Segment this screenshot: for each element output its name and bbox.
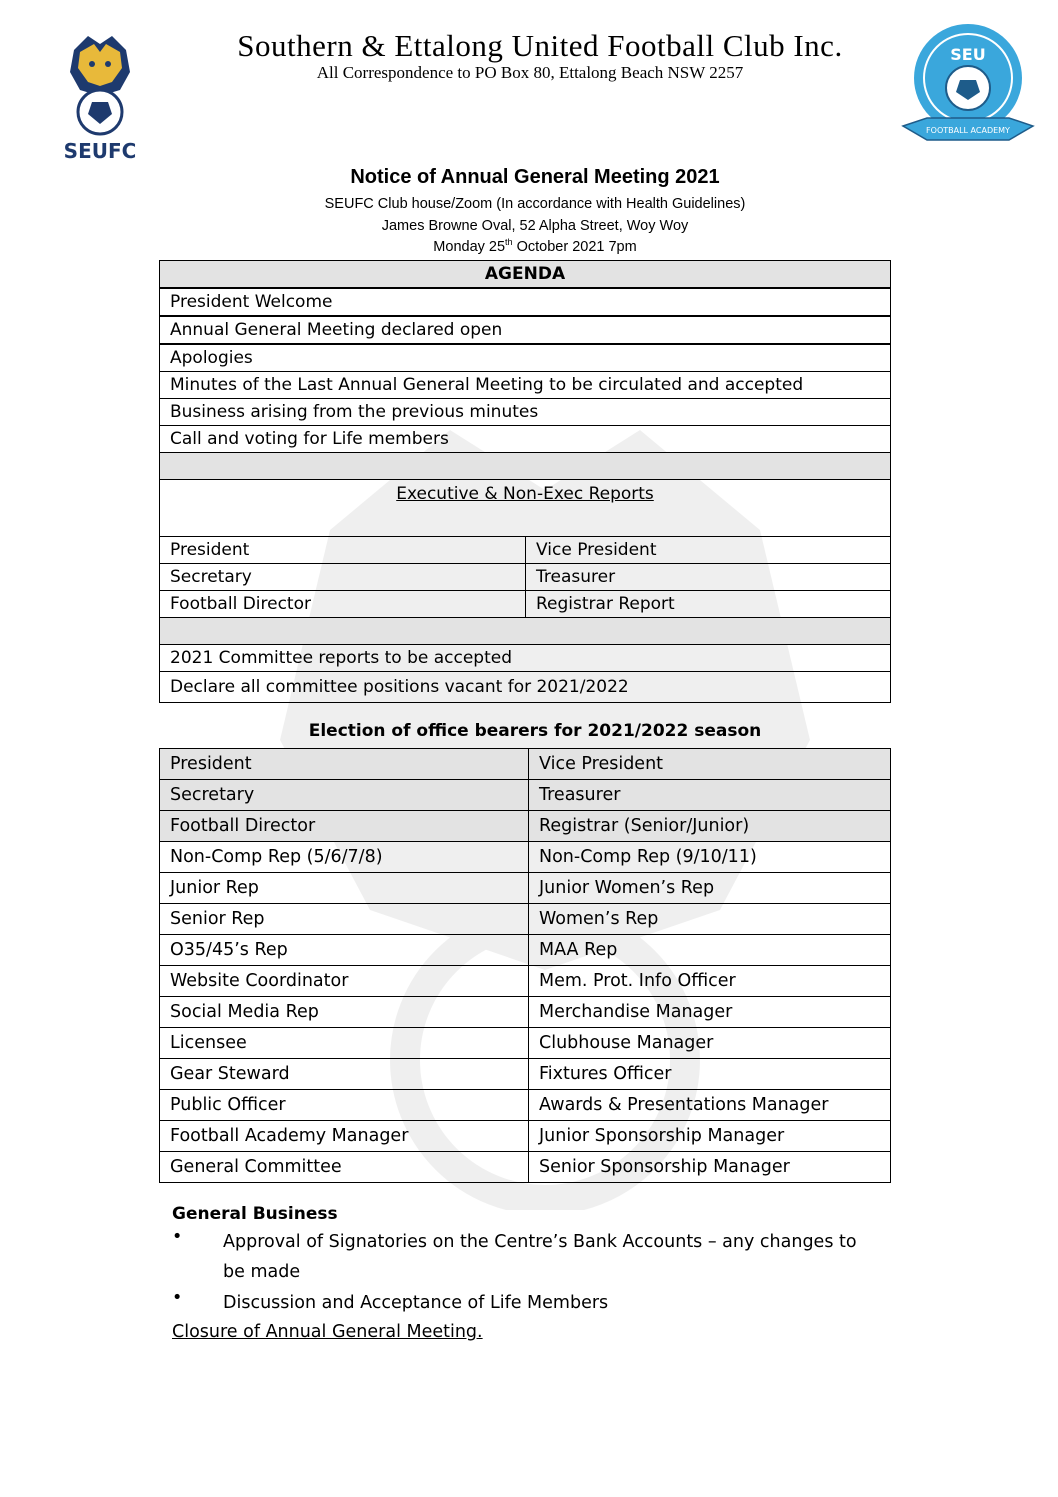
- election-role-right: Non-Comp Rep (9/10/11): [529, 842, 891, 873]
- report-cell: Secretary: [160, 564, 526, 591]
- gb-bullet-text: Approval of Signatories on the Centre’s Bank Accounts – any changes to be made: [223, 1232, 857, 1282]
- right-logo-banner: FOOTBALL ACADEMY: [926, 126, 1010, 135]
- election-row: [160, 842, 891, 873]
- election-row: [160, 749, 891, 780]
- election-role-right: MAA Rep: [529, 935, 891, 966]
- election-role-right: Junior Women’s Rep: [529, 873, 891, 904]
- agenda-item: Annual General Meeting declared open: [160, 316, 891, 344]
- election-row: [160, 966, 891, 997]
- election-table: [159, 748, 891, 1183]
- gb-bullet-text: Discussion and Acceptance of Life Members: [223, 1293, 609, 1313]
- report-cell: Treasurer: [526, 564, 891, 591]
- election-title: Election of office bearers for 2021/2022 season: [308, 721, 762, 741]
- election-role-right: Fixtures Officer: [529, 1059, 891, 1090]
- notice-address: James Browne Oval, 52 Alpha Street, Woy Woy: [381, 218, 689, 234]
- reports-heading: Executive & Non-Exec Reports: [396, 484, 654, 504]
- football-academy-badge: [897, 22, 1039, 144]
- agenda-item: Minutes of the Last Annual General Meeting to be circulated and accepted: [160, 372, 891, 399]
- election-row: [160, 1121, 891, 1152]
- election-role-left: Football Academy Manager: [160, 1121, 529, 1152]
- election-role-right: Junior Sponsorship Manager: [529, 1121, 891, 1152]
- election-row: [160, 1090, 891, 1121]
- agenda-item: Call and voting for Life members: [160, 426, 891, 453]
- election-role-right: Merchandise Manager: [529, 997, 891, 1028]
- agenda-item: Declare all committee positions vacant for 2021/2022: [160, 672, 891, 703]
- election-role-right: Women’s Rep: [529, 904, 891, 935]
- agenda-heading: AGENDA: [160, 261, 891, 289]
- notice-title: Notice of Annual General Meeting 2021: [350, 166, 720, 188]
- election-role-left: Football Director: [160, 811, 529, 842]
- agenda-item: President Welcome: [160, 288, 891, 316]
- right-logo-text: SEU: [950, 45, 986, 64]
- report-cell: Registrar Report: [526, 591, 891, 618]
- agenda-item: Apologies: [160, 344, 891, 372]
- election-role-right: Clubhouse Manager: [529, 1028, 891, 1059]
- election-row: [160, 997, 891, 1028]
- election-role-left: Licensee: [160, 1028, 529, 1059]
- election-role-left: General Committee: [160, 1152, 529, 1183]
- notice-venue: SEUFC Club house/Zoom (In accordance with Health Guidelines): [324, 196, 746, 212]
- agenda-spacer: [160, 453, 891, 480]
- election-role-left: Senior Rep: [160, 904, 529, 935]
- club-name: Southern & Ettalong United Football Club Inc.: [237, 28, 843, 63]
- election-role-left: Non-Comp Rep (5/6/7/8): [160, 842, 529, 873]
- election-row: [160, 780, 891, 811]
- agenda-item: 2021 Committee reports to be accepted: [160, 645, 891, 672]
- election-role-left: Gear Steward: [160, 1059, 529, 1090]
- bullet-icon: •: [172, 1288, 183, 1308]
- election-row: [160, 1028, 891, 1059]
- election-role-right: Senior Sponsorship Manager: [529, 1152, 891, 1183]
- election-role-right: Registrar (Senior/Junior): [529, 811, 891, 842]
- election-row: [160, 873, 891, 904]
- election-row: [160, 1059, 891, 1090]
- election-role-left: Public Officer: [160, 1090, 529, 1121]
- election-role-left: Website Coordinator: [160, 966, 529, 997]
- election-role-left: Secretary: [160, 780, 529, 811]
- report-cell: President: [160, 537, 526, 564]
- date-suffix: October 2021 7pm: [512, 239, 637, 255]
- election-row: [160, 1152, 891, 1183]
- agenda-table: [159, 260, 891, 703]
- seufc-lion-logo: [60, 32, 140, 162]
- agenda-item: Business arising from the previous minutes: [160, 399, 891, 426]
- election-role-right: Treasurer: [529, 780, 891, 811]
- reports-heading-cell: [160, 480, 891, 537]
- general-business-title: General Business: [172, 1204, 338, 1224]
- left-logo-text: SEUFC: [63, 139, 137, 162]
- election-role-right: Awards & Presentations Manager: [529, 1090, 891, 1121]
- date-prefix: Monday 25: [433, 239, 506, 255]
- election-row: [160, 811, 891, 842]
- election-row: [160, 904, 891, 935]
- election-role-right: Vice President: [529, 749, 891, 780]
- election-role-left: Social Media Rep: [160, 997, 529, 1028]
- date-sup: th: [505, 237, 513, 248]
- election-role-left: President: [160, 749, 529, 780]
- election-role-left: O35/45’s Rep: [160, 935, 529, 966]
- notice-date: [150, 239, 920, 255]
- election-role-right: Mem. Prot. Info Officer: [529, 966, 891, 997]
- election-row: [160, 935, 891, 966]
- election-role-left: Junior Rep: [160, 873, 529, 904]
- report-cell: Football Director: [160, 591, 526, 618]
- bullet-icon: •: [172, 1227, 183, 1247]
- closure-text: Closure of Annual General Meeting.: [172, 1322, 483, 1342]
- agenda-spacer: [160, 618, 891, 645]
- correspondence-address: All Correspondence to PO Box 80, Ettalong Beach NSW 2257: [316, 63, 744, 82]
- report-cell: Vice President: [526, 537, 891, 564]
